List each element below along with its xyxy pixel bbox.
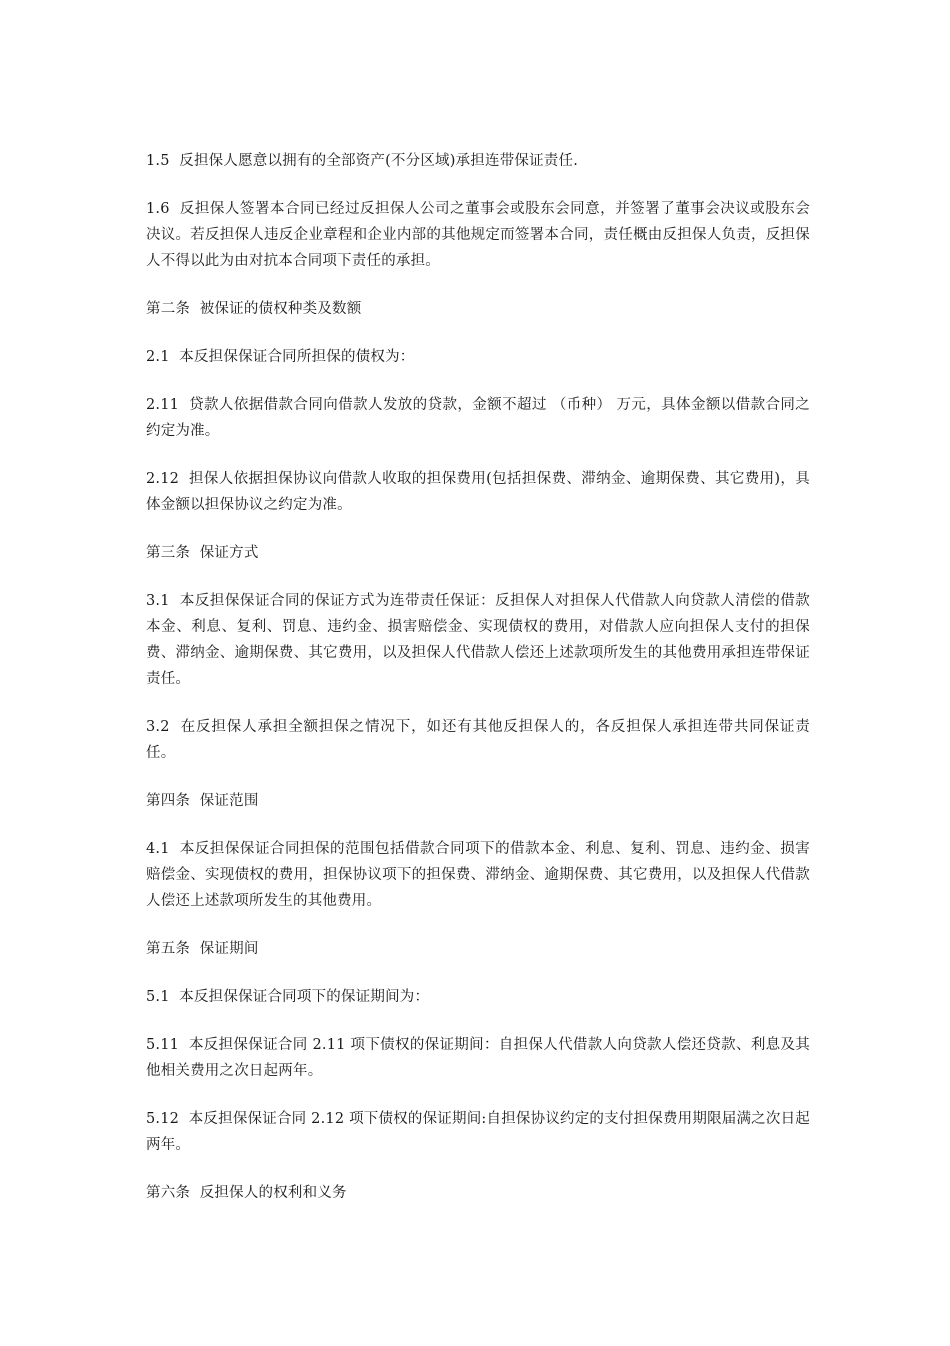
clause-1-5: 1.5 反担保人愿意以拥有的全部资产(不分区域)承担连带保证责任.	[146, 153, 578, 169]
clause-5-12: 5.12 本反担保保证合同 2.12 项下债权的保证期间:自担保协议约定的支付担保费用期限届满之次日起两年。	[146, 1111, 810, 1153]
clause-2-12: 2.12 担保人依据担保协议向借款人收取的担保费用(包括担保费、滞纳金、逾期保费、其它费用)，具体金额以担保协议之约定为准。	[146, 471, 810, 513]
clause-4-1: 4.1 本反担保保证合同担保的范围包括借款合同项下的借款本金、利息、复利、罚息、违约金、损害赔偿金、实现债权的费用，担保协议项下的担保费、滞纳金、逾期保费、其它费用，以及担保人代借款人偿还上述款项所发生的其他费用。	[146, 841, 810, 909]
clause-3-2: 3.2 在反担保人承担全额担保之情况下，如还有其他反担保人的，各反担保人承担连带共同保证责任。	[146, 719, 810, 761]
document-page	[146, 148, 810, 1228]
clause-5-11: 5.11 本反担保保证合同 2.11 项下债权的保证期间：自担保人代借款人向贷款人偿还贷款、利息及其他相关费用之次日起两年。	[146, 1037, 810, 1079]
article-4-heading: 第四条 保证范围	[146, 793, 259, 809]
article-6-heading: 第六条 反担保人的权利和义务	[146, 1185, 347, 1201]
clause-2-11: 2.11 贷款人依据借款合同向借款人发放的贷款，金额不超过 （币种） 万元，具体金额以借款合同之约定为准。	[146, 397, 810, 439]
clause-1-6: 1.6 反担保人签署本合同已经过反担保人公司之董事会或股东会同意，并签署了董事会决议或股东会决议。若反担保人违反企业章程和企业内部的其他规定而签署本合同，责任概由反担保人负责，反担保人不得以此为由对抗本合同项下责任的承担。	[146, 201, 810, 269]
clause-2-1: 2.1 本反担保保证合同所担保的债权为：	[146, 349, 415, 365]
article-2-heading: 第二条 被保证的债权种类及数额	[146, 301, 362, 317]
article-5-heading: 第五条 保证期间	[146, 941, 259, 957]
clause-5-1: 5.1 本反担保保证合同项下的保证期间为：	[146, 989, 430, 1005]
article-3-heading: 第三条 保证方式	[146, 545, 259, 561]
clause-3-1: 3.1 本反担保保证合同的保证方式为连带责任保证：反担保人对担保人代借款人向贷款人清偿的借款本金、利息、复利、罚息、违约金、损害赔偿金、实现债权的费用，对借款人应向担保人支付的担保费、滞纳金、逾期保费、其它费用，以及担保人代借款人偿还上述款项所发生的其他费用承担连带保证责任。	[146, 593, 810, 687]
